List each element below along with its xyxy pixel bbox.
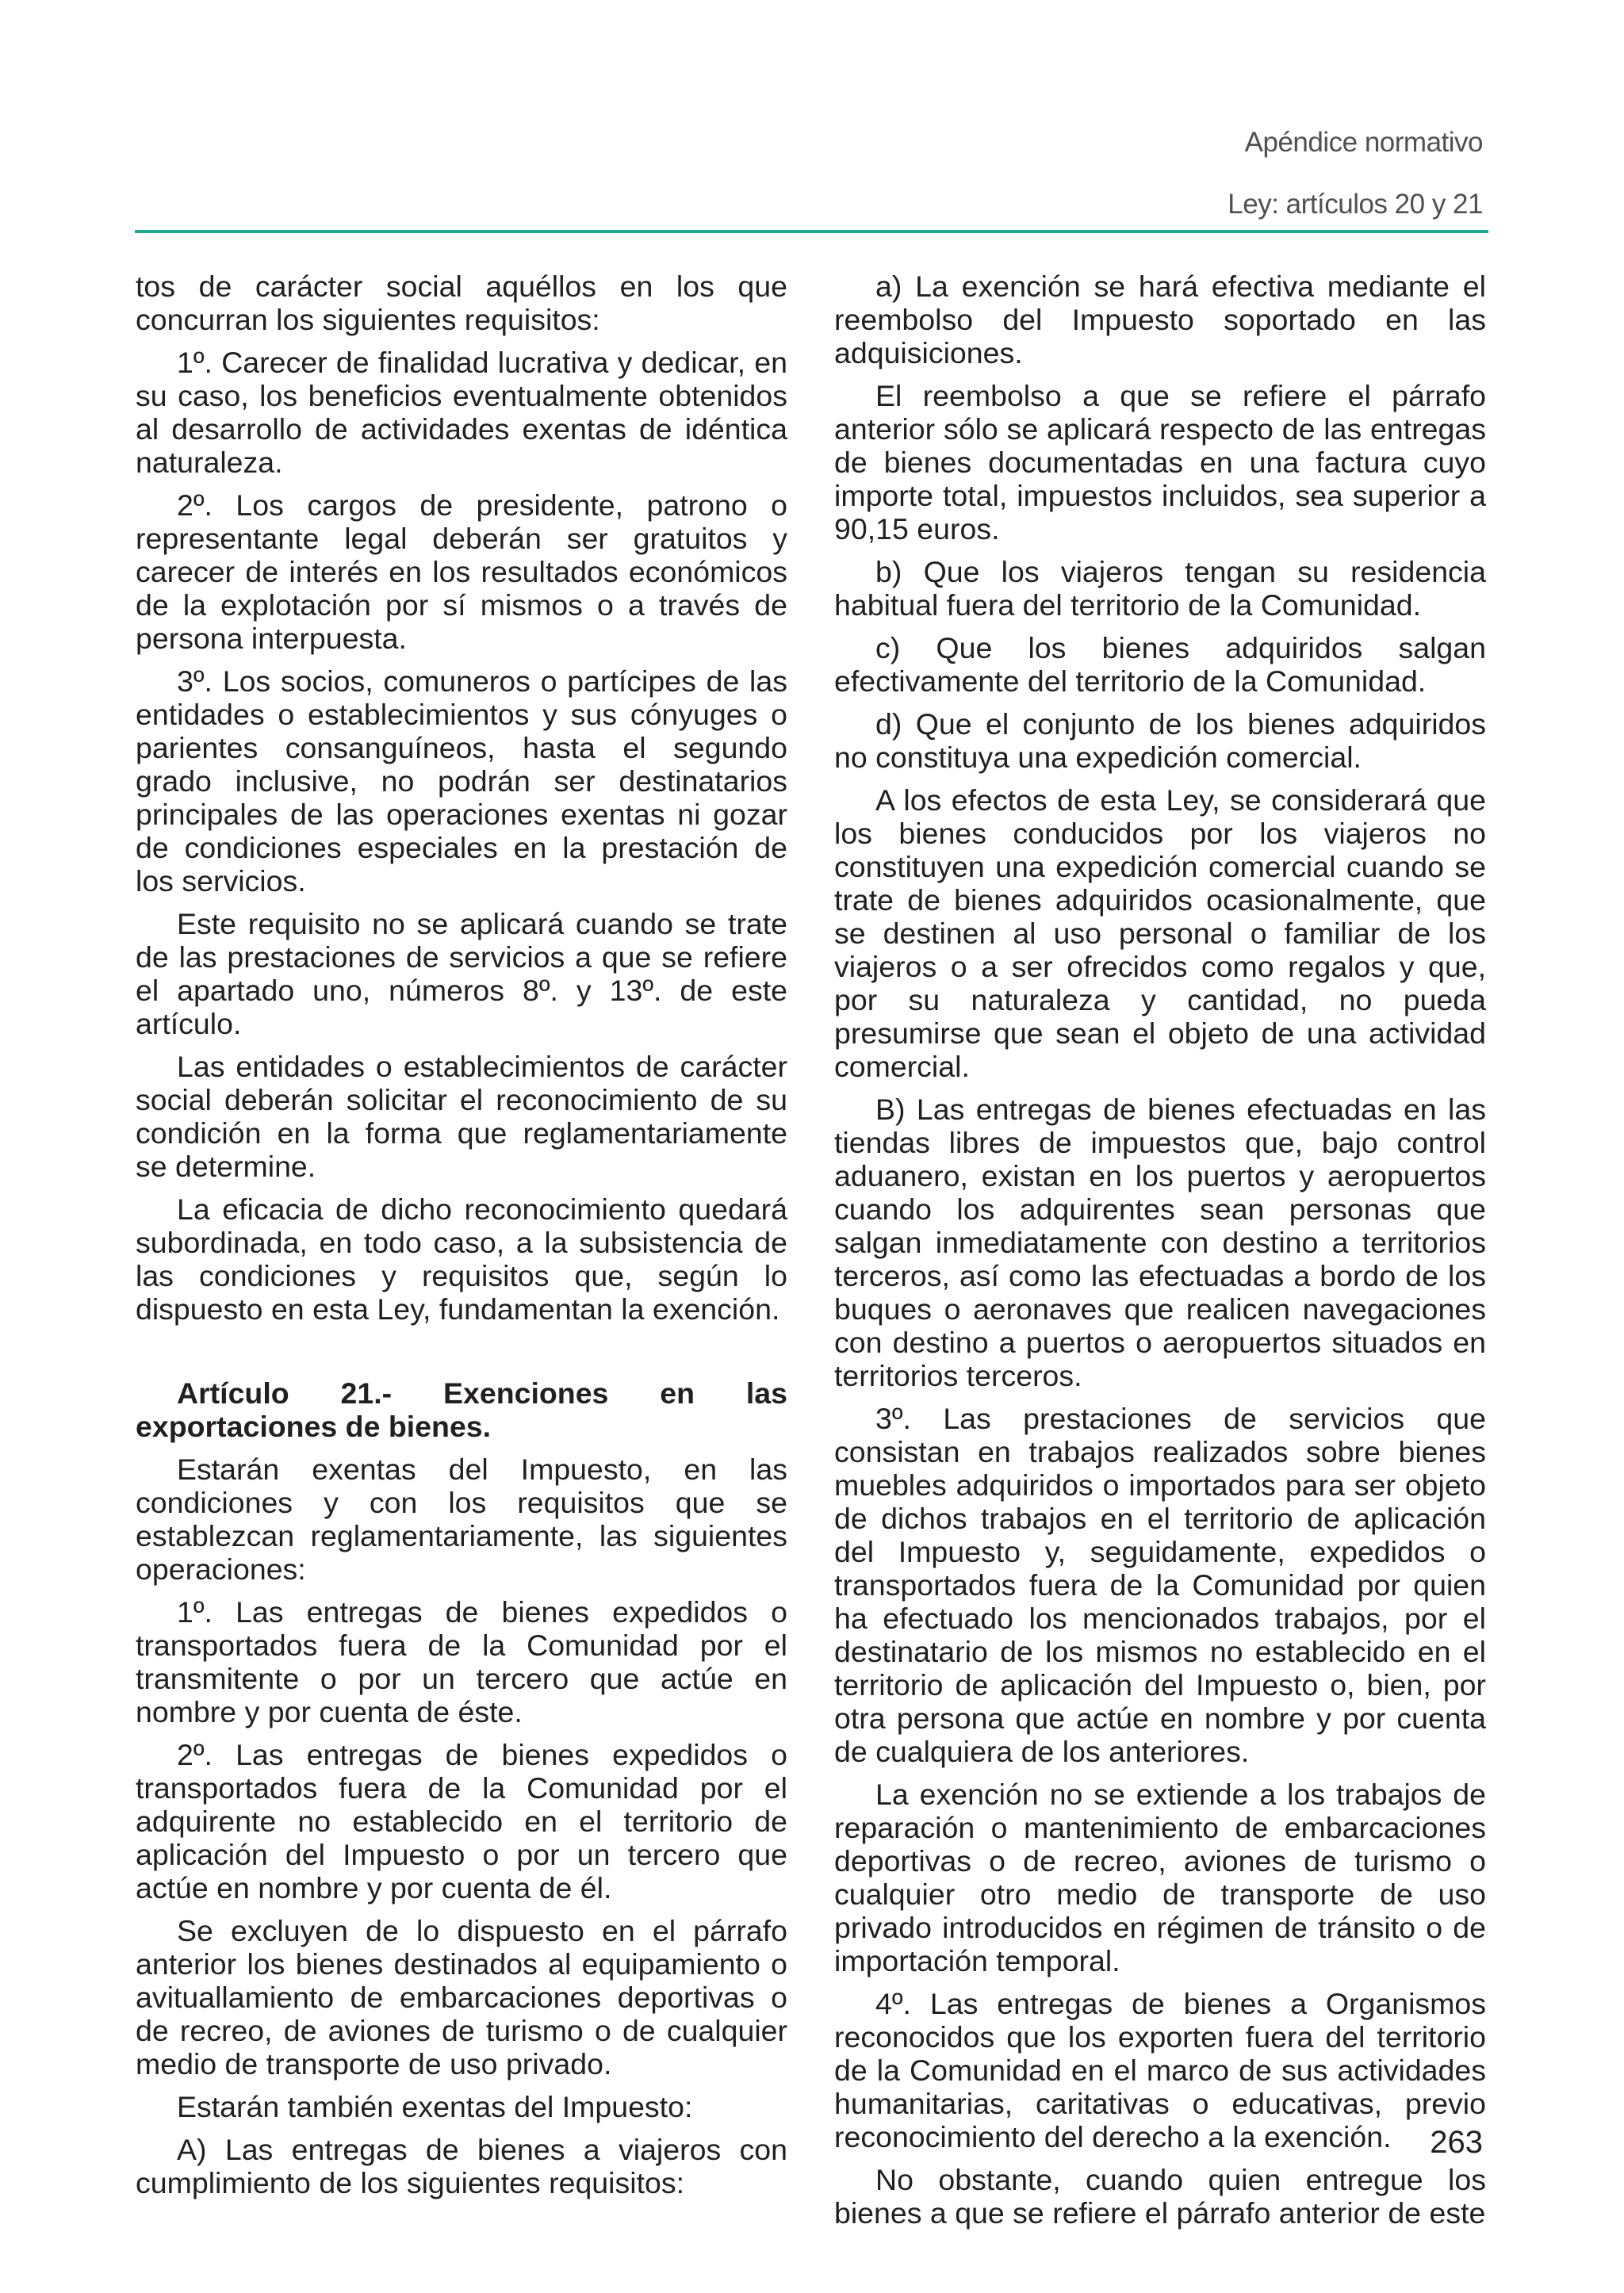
- paragraph: 1º. Carecer de finalidad lucrativa y dedicar, en su caso, los beneficios eventualmente obtenidos al desarrollo de actividades exentas de idéntica naturaleza.: [136, 346, 787, 479]
- paragraph: No obstante, cuando quien entregue los bienes a que se refiere el párrafo anterior de este: [834, 2163, 1486, 2230]
- right-column: [834, 270, 1486, 2239]
- paragraph: A) Las entregas de bienes a viajeros con cumplimiento de los siguientes requisitos:: [136, 2133, 787, 2199]
- left-column: [136, 270, 787, 2209]
- paragraph: c) Que los bienes adquiridos salgan efectivamente del territorio de la Comunidad.: [834, 631, 1486, 698]
- paragraph: 4º. Las entregas de bienes a Organismos reconocidos que los exporten fuera del territorio de la Comunidad en el marco de sus actividades humanitarias, caritativas o educativas, previo reconocimiento del derecho a la exención.: [834, 1987, 1486, 2153]
- running-header-section: Apéndice normativo: [1244, 127, 1483, 158]
- paragraph: b) Que los viajeros tengan su residencia habitual fuera del territorio de la Comunidad.: [834, 555, 1486, 622]
- running-header-subsection: Ley: artículos 20 y 21: [1228, 189, 1483, 220]
- paragraph: El reembolso a que se refiere el párrafo anterior sólo se aplicará respecto de las entregas de bienes documentadas en una factura cuyo importe total, impuestos incluidos, sea superior a 90,15 euros.: [834, 379, 1486, 545]
- paragraph: A los efectos de esta Ley, se considerará que los bienes conducidos por los viajeros no constituyen una expedición comercial cuando se trate de bienes adquiridos ocasionalmente, que se destinen al uso personal o familiar de los viajeros o a ser ofrecidos como regalos y que, por su naturaleza y cantidad, no pueda presumirse que sean el objeto de una actividad comercial.: [834, 783, 1486, 1083]
- paragraph: La exención no se extiende a los trabajos de reparación o mantenimiento de embarcaciones deportivas o de recreo, aviones de turismo o cualquier otro medio de transporte de uso privado introducidos en régimen de tránsito o de importación temporal.: [834, 1778, 1486, 1977]
- article-heading: Artículo 21.- Exenciones en las exportaciones de bienes.: [136, 1376, 787, 1443]
- page-number: 263: [1430, 2125, 1483, 2160]
- header-rule: [135, 230, 1488, 233]
- paragraph: Este requisito no se aplicará cuando se trate de las prestaciones de servicios a que se refiere el apartado uno, números 8º. y 13º. de este artículo.: [136, 907, 787, 1040]
- paragraph: a) La exención se hará efectiva mediante el reembolso del Impuesto soportado en las adquisiciones.: [834, 270, 1486, 369]
- paragraph: Se excluyen de lo dispuesto en el párrafo anterior los bienes destinados al equipamiento o avituallamiento de embarcaciones deportivas o de recreo, de aviones de turismo o de cualquier medio de transporte de uso privado.: [136, 1914, 787, 2081]
- paragraph: Estarán exentas del Impuesto, en las condiciones y con los requisitos que se establezcan reglamentariamente, las siguientes operaciones:: [136, 1453, 787, 1586]
- paragraph: 1º. Las entregas de bienes expedidos o transportados fuera de la Comunidad por el transmitente o por un tercero que actúe en nombre y por cuenta de éste.: [136, 1595, 787, 1728]
- paragraph: 2º. Las entregas de bienes expedidos o transportados fuera de la Comunidad por el adquirente no establecido en el territorio de aplicación del Impuesto o por un tercero que actúe en nombre y por cuenta de él.: [136, 1738, 787, 1904]
- paragraph: tos de carácter social aquéllos en los que concurran los siguientes requisitos:: [136, 270, 787, 336]
- paragraph: 3º. Los socios, comuneros o partícipes de las entidades o establecimientos y sus cónyuges o parientes consanguíneos, hasta el segundo grado inclusive, no podrán ser destinatarios principales de las operaciones exentas ni gozar de condiciones especiales en la prestación de los servicios.: [136, 664, 787, 898]
- paragraph: 3º. Las prestaciones de servicios que consistan en trabajos realizados sobre bienes muebles adquiridos o importados para ser objeto de dichos trabajos en el territorio de aplicación del Impuesto y, seguidamente, expedidos o transportados fuera de la Comunidad por quien ha efectuado los mencionados trabajos, por el destinatario de los mismos no establecido en el territorio de aplicación del Impuesto o, bien, por otra persona que actúe en nombre y por cuenta de cualquiera de los anteriores.: [834, 1402, 1486, 1768]
- paragraph: d) Que el conjunto de los bienes adquiridos no constituya una expedición comercial.: [834, 707, 1486, 774]
- paragraph: Estarán también exentas del Impuesto:: [177, 2090, 693, 2123]
- paragraph: 2º. Los cargos de presidente, patrono o representante legal deberán ser gratuitos y carecer de interés en los resultados económicos de la explotación por sí mismos o a través de persona interpuesta.: [136, 488, 787, 655]
- paragraph: B) Las entregas de bienes efectuadas en las tiendas libres de impuestos que, bajo control aduanero, existan en los puertos y aeropuertos cuando los adquirentes sean personas que salgan inmediatamente con destino a territorios terceros, así como las efectuadas a bordo de los buques o aeronaves que realicen navegaciones con destino a puertos o aeropuertos situados en territorios terceros.: [834, 1093, 1486, 1392]
- paragraph: Las entidades o establecimientos de carácter social deberán solicitar el reconocimiento de su condición en la forma que reglamentariamente se determine.: [136, 1050, 787, 1183]
- paragraph: La eficacia de dicho reconocimiento quedará subordinada, en todo caso, a la subsistencia de las condiciones y requisitos que, según lo dispuesto en esta Ley, fundamentan la exención.: [136, 1192, 787, 1326]
